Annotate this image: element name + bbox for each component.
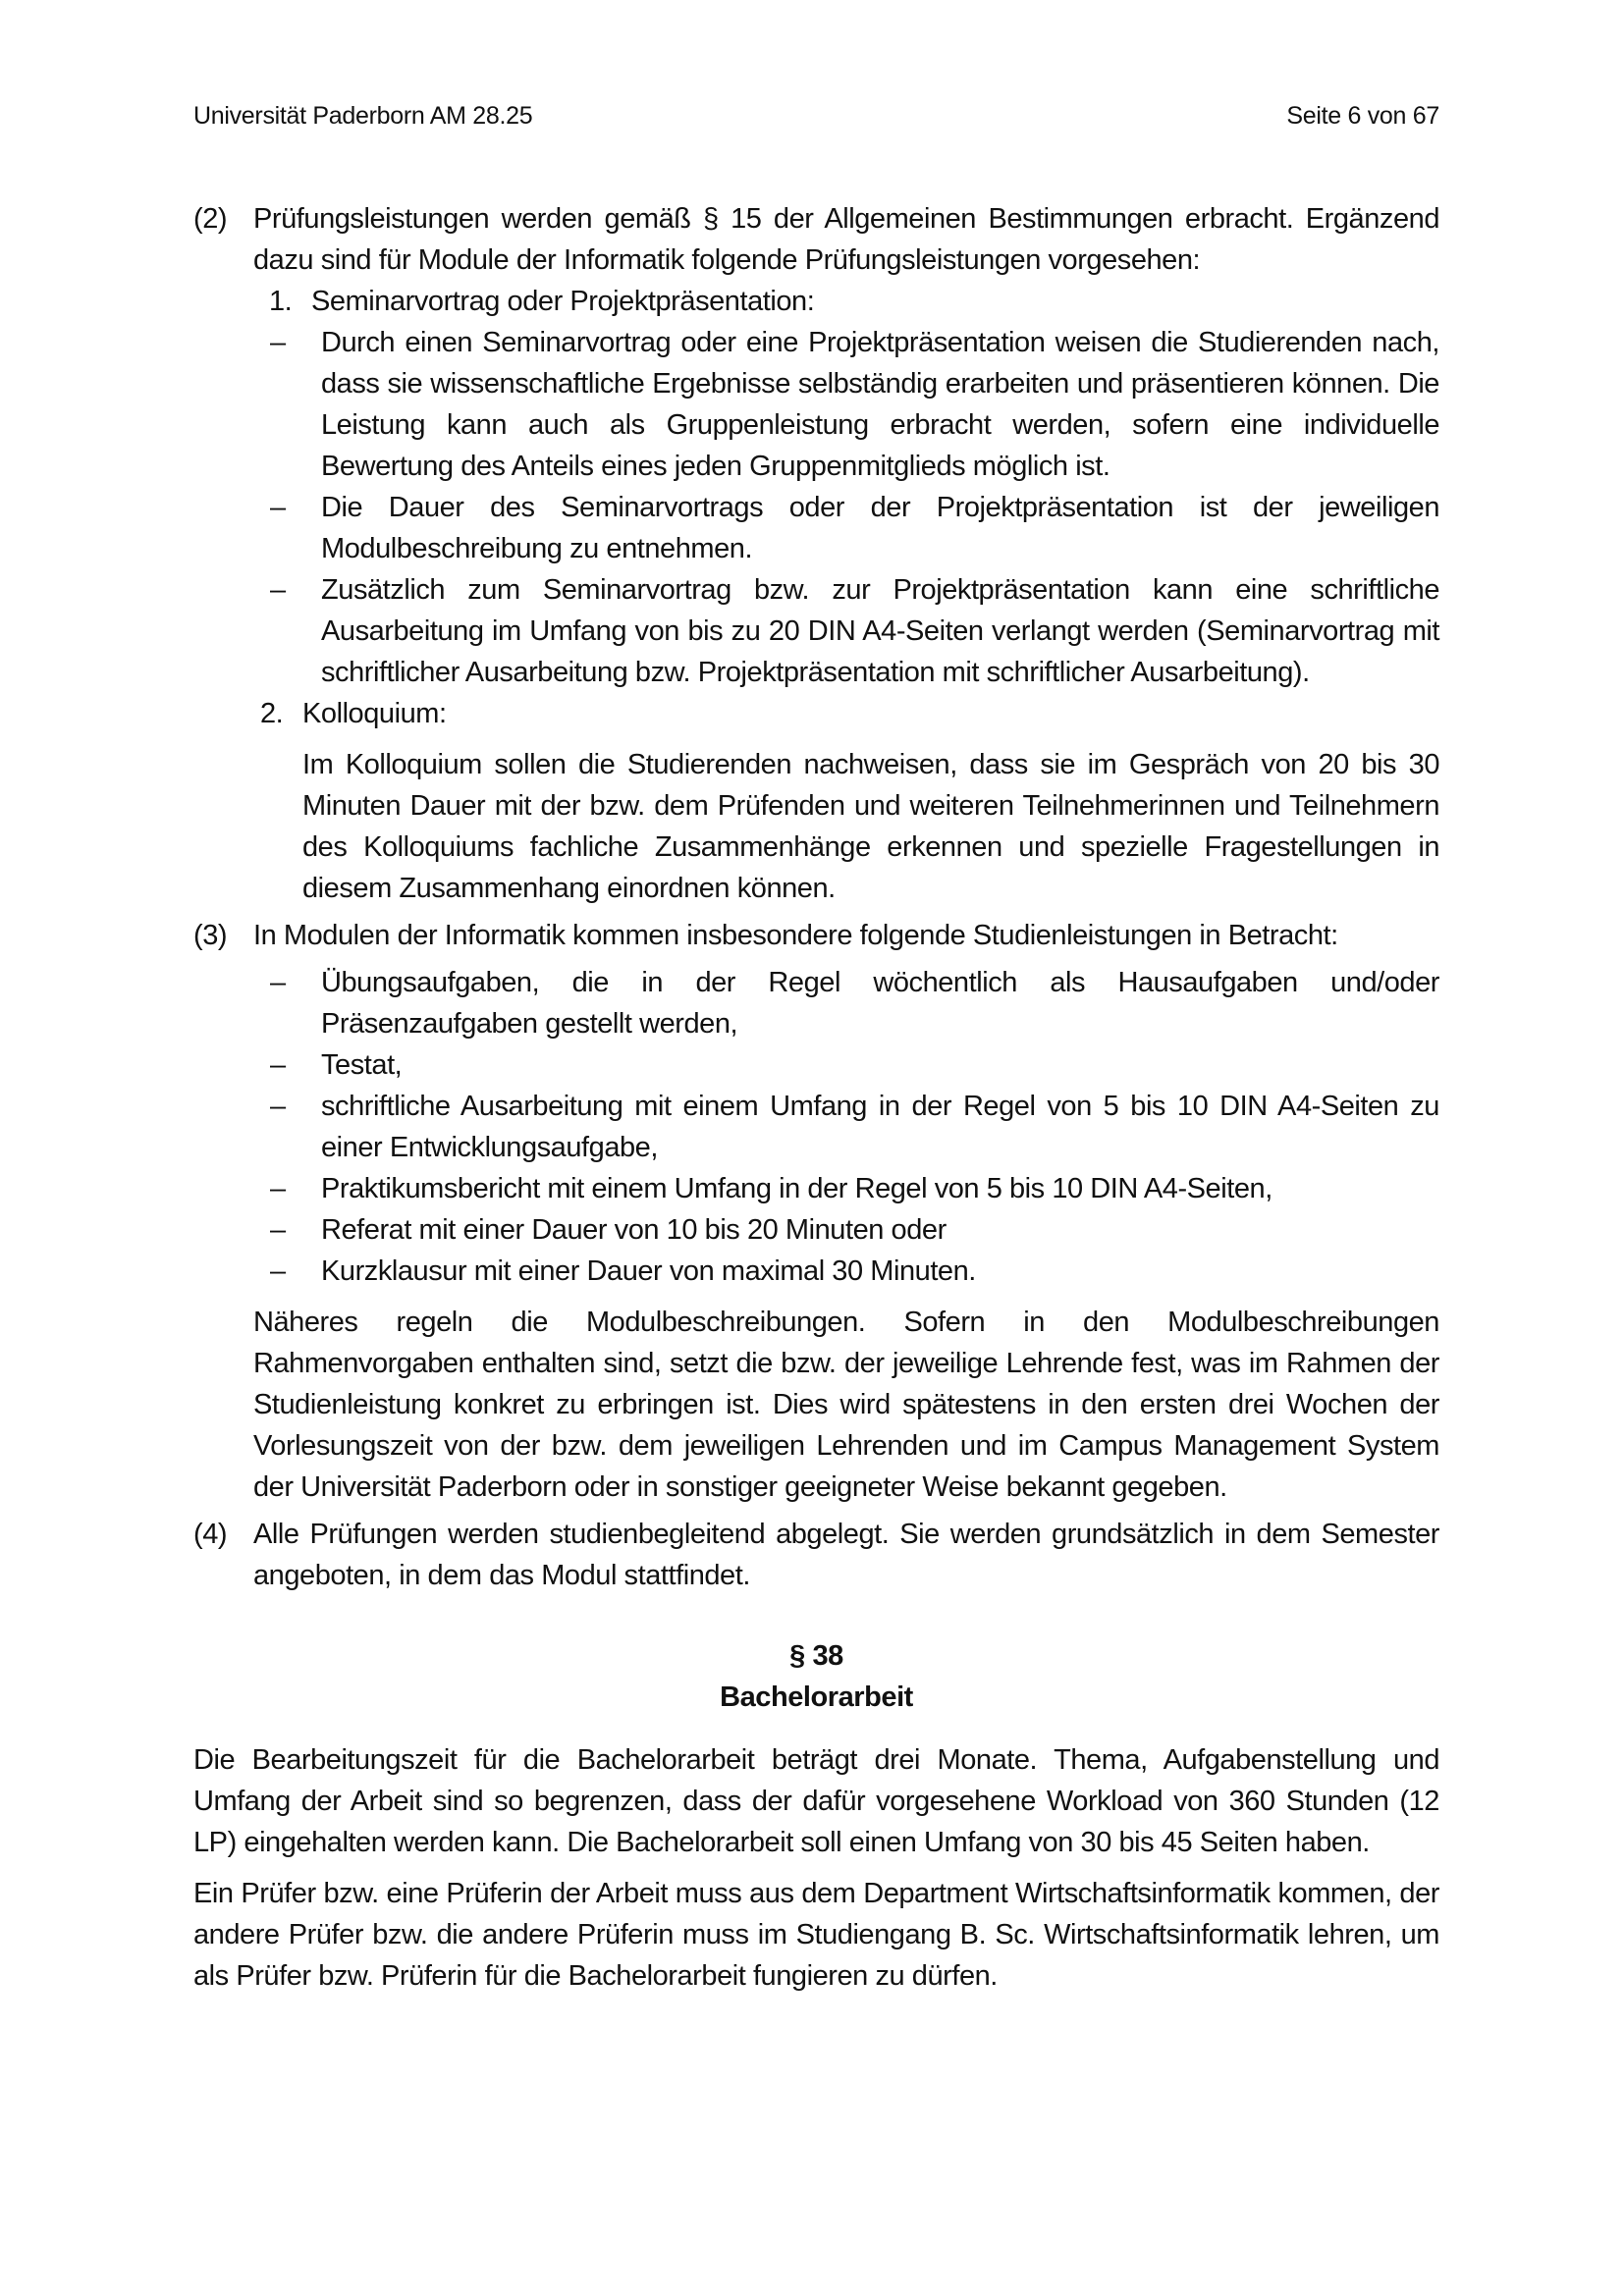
dash-marker: –: [270, 1214, 286, 1246]
section-title: Bachelorarbeit: [720, 1682, 913, 1713]
page-header: [193, 102, 1439, 131]
section-heading: [193, 1635, 1439, 1718]
dash-item: [193, 1168, 1439, 1209]
dash-item-text: Testat,: [321, 1049, 403, 1081]
kolloquium-body: [193, 744, 1439, 909]
dash-item: [193, 1209, 1439, 1251]
dash-item-text: Referat mit einer Dauer von 10 bis 20 Minuten oder: [321, 1214, 947, 1246]
paragraph-4-text: Alle Prüfungen werden studienbegleitend abgelegt. Sie werden grundsätzlich in dem Semester angeboten, in dem das Modul stattfindet.: [253, 1519, 1439, 1591]
dash-item: [193, 322, 1439, 487]
dash-item-text: schriftliche Ausarbeitung mit einem Umfang in der Regel von 5 bis 10 DIN A4-Seiten zu einer Entwicklungsaufgabe,: [321, 1091, 1439, 1163]
dash-item-text: Durch einen Seminarvortrag oder eine Projektpräsentation weisen die Studierenden nach, dass sie wissenschaftliche Ergebnisse selbständig erarbeiten und präsentieren können. Die Leistung kann auch als Gruppenleistung erbracht werden, sofern eine individuelle Bewertung des Anteils eines jeden Gruppenmitglieds möglich ist.: [321, 327, 1439, 482]
section-38-paragraph-1: Die Bearbeitungszeit für die Bachelorarbeit beträgt drei Monate. Thema, Aufgabenstellung und Umfang der Arbeit sind so begrenzen, dass der dafür vorgesehene Workload von 360 Stunden (12 LP) eingehalten werden kann. Die Bachelorarbeit soll einen Umfang von 30 bis 45 Seiten haben.: [193, 1744, 1439, 1858]
dash-marker: –: [270, 1049, 286, 1081]
list-item-2-text: Kolloquium:: [302, 698, 447, 729]
dash-marker: –: [270, 574, 286, 606]
dash-marker: –: [270, 1255, 286, 1287]
dash-marker: –: [270, 1091, 286, 1122]
header-right: Seite 6 von 67: [1286, 102, 1439, 130]
paragraph-2-label: (2): [193, 203, 228, 235]
dash-item: [193, 1086, 1439, 1168]
section-38-paragraph-2: Ein Prüfer bzw. eine Prüferin der Arbeit muss aus dem Department Wirtschaftsinformatik kommen, der andere Prüfer bzw. die andere Prüferin muss im Studiengang B. Sc. Wirtschaftsinformatik lehren, um als Prüfer bzw. Prüferin für die Bachelorarbeit fungieren zu dürfen.: [193, 1878, 1439, 1992]
header-left: Universität Paderborn AM 28.25: [193, 102, 533, 130]
paragraph-4: [193, 1514, 1439, 1596]
section-number: § 38: [789, 1640, 843, 1672]
dash-marker: –: [270, 967, 286, 998]
dash-item-text: Praktikumsbericht mit einem Umfang in der Regel von 5 bis 10 DIN A4-Seiten,: [321, 1173, 1272, 1204]
kolloquium-body-text: Im Kolloquium sollen die Studierenden nachweisen, dass sie im Gespräch von 20 bis 30 Minuten Dauer mit der bzw. dem Prüfenden und weiteren Teilnehmerinnen und Teilnehmern des Kolloquiums fachliche Zusammenhänge erkennen und spezielle Fragestellungen in diesem Zusammenhang einordnen können.: [302, 749, 1439, 904]
list-item-2: [193, 693, 1439, 734]
dash-item-text: Übungsaufgaben, die in der Regel wöchentlich als Hausaufgaben und/oder Präsenzaufgaben gestellt werden,: [321, 967, 1439, 1040]
page-content: [193, 198, 1439, 1997]
dash-item-text: Zusätzlich zum Seminarvortrag bzw. zur Projektpräsentation kann eine schriftliche Ausarbeitung im Umfang von bis zu 20 DIN A4-Seiten verlangt werden (Seminarvortrag mit schriftlicher Ausarbeitung bzw. Projektpräsentation mit schriftlicher Ausarbeitung).: [321, 574, 1439, 688]
paragraph-2-text: Prüfungsleistungen werden gemäß § 15 der Allgemeinen Bestimmungen erbracht. Ergänzend dazu sind für Module der Informatik folgende Prüfungsleistungen vorgesehen:: [253, 203, 1439, 276]
paragraph-3-text: In Modulen der Informatik kommen insbesondere folgende Studienleistungen in Betracht:: [253, 920, 1338, 951]
paragraph-2: [193, 198, 1439, 281]
list-item-1: [193, 281, 1439, 322]
list-item-2-label: 2.: [260, 698, 284, 729]
paragraph-3: [193, 915, 1439, 956]
dash-item: [193, 1044, 1439, 1086]
paragraph-4-label: (4): [193, 1519, 228, 1550]
list-item-1-label: 1.: [269, 286, 293, 317]
dash-item: [193, 1251, 1439, 1292]
dash-item-text: Kurzklausur mit einer Dauer von maximal 30 Minuten.: [321, 1255, 976, 1287]
dash-item: [193, 487, 1439, 569]
paragraph-3-label: (3): [193, 920, 228, 951]
dash-item-text: Die Dauer des Seminarvortrags oder der Projektpräsentation ist der jeweiligen Modulbeschreibung zu entnehmen.: [321, 492, 1439, 564]
paragraph-3-closing: [193, 1302, 1439, 1508]
dash-item: [193, 962, 1439, 1044]
list-item-1-text: Seminarvortrag oder Projektpräsentation:: [311, 286, 815, 317]
dash-marker: –: [270, 1173, 286, 1204]
dash-marker: –: [270, 327, 286, 358]
dash-marker: –: [270, 492, 286, 523]
dash-item: [193, 569, 1439, 693]
paragraph-3-closing-text: Näheres regeln die Modulbeschreibungen. Sofern in den Modulbeschreibungen Rahmenvorgaben enthalten sind, setzt die bzw. der jeweilige Lehrende fest, was im Rahmen der Studienleistung konkret zu erbringen ist. Dies wird spätestens in den ersten drei Wochen der Vorlesungszeit von der bzw. dem jeweiligen Lehrenden und im Campus Management System der Universität Paderborn oder in sonstiger geeigneter Weise bekannt gegeben.: [253, 1307, 1439, 1503]
